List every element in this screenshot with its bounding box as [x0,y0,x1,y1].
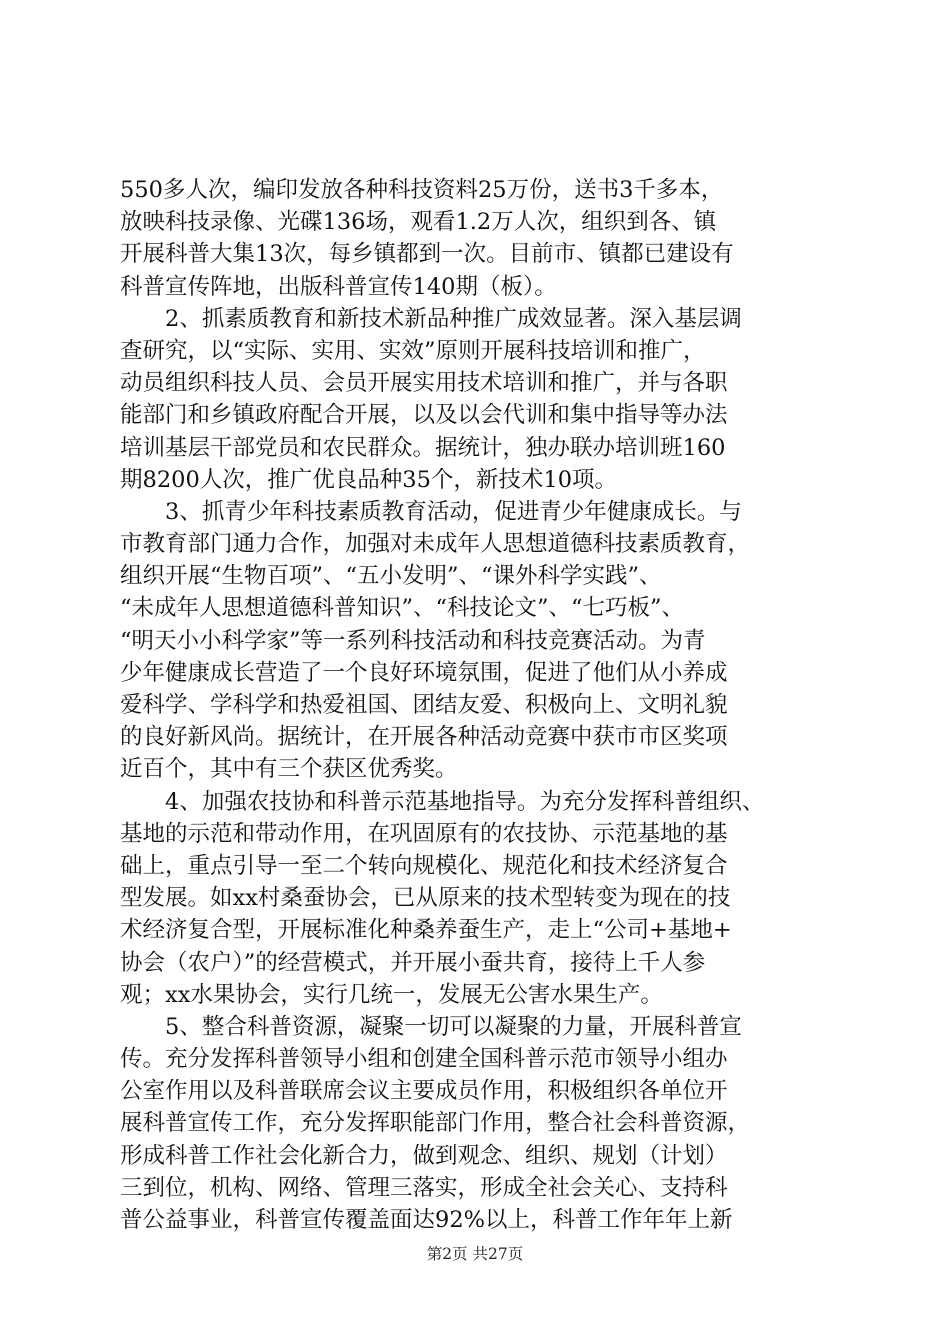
text-line: 公室作用以及科普联席会议主要成员作用，积极组织各单位开 [120,1078,728,1105]
text-line: 传。充分发挥科普领导小组和创建全国科普示范市领导小组办 [120,1046,728,1073]
text-line: 科普宣传阵地，出版科普宣传140期（板）。 [120,273,557,300]
text-line: “明天小小科学家”等一系列科技活动和科技竞赛活动。为青 [120,627,706,654]
text-line: 基地的示范和带动作用，在巩固原有的农技协、示范基地的基 [120,820,728,847]
text-line: 4、加强农技协和科普示范基地指导。为充分发挥科普组织、 [120,788,765,815]
text-line: 能部门和乡镇政府配合开展，以及以会代训和集中指导等办法 [120,402,728,429]
text-line: 术经济复合型，开展标准化种桑养蚕生产，走上“公司+基地+ [120,917,732,944]
text-line: 协会（农户）”的经营模式，并开展小蚕共育，接待上千人参 [120,949,706,976]
text-line: 形成科普工作社会化新合力，做到观念、组织、规划（计划） [120,1142,728,1169]
text-line: 组织开展“生物百项”、“五小发明”、“课外科学实践”、 [120,563,662,590]
text-line: 础上，重点引导一至二个转向规模化、规范化和技术经济复合 [120,852,728,879]
text-line: 5、整合科普资源，凝聚一切可以凝聚的力量，开展科普宣 [120,1013,742,1040]
page-footer: 第2页 共27页 [426,1245,524,1263]
text-line: 型发展。如xx村桑蚕协会，已从原来的技术型转变为现在的技 [120,885,731,912]
text-line: 的良好新风尚。据统计，在开展各种活动竞赛中获市市区奖项 [120,724,728,751]
text-line: 3、抓青少年科技素质教育活动，促进青少年健康成长。与 [120,498,742,525]
text-line: 放映科技录像、光碟136场，观看1.2万人次，组织到各、镇 [120,209,717,236]
text-line: 展科普宣传工作，充分发挥职能部门作用，整合社会科普资源， [120,1110,751,1137]
body-text [120,174,832,1236]
text-line: 查研究，以“实际、实用、实效”原则开展科技培训和推广， [120,337,706,364]
text-line: 少年健康成长营造了一个良好环境氛围，促进了他们从小养成 [120,659,728,686]
text-line: 培训基层干部党员和农民群众。据统计，独办联办培训班160 [120,434,726,461]
text-line: 市教育部门通力合作，加强对未成年人思想道德科技素质教育， [120,531,751,558]
text-line: 动员组织科技人员、会员开展实用技术培训和推广，并与各职 [120,370,728,397]
text-line: 开展科普大集13次，每乡镇都到一次。目前市、镇都已建设有 [120,241,734,268]
text-line: 期8200人次，推广优良品种35个，新技术10项。 [120,466,618,493]
text-line: 普公益事业，科普宣传覆盖面达92%以上，科普工作年年上新 [120,1207,733,1233]
text-line: 550多人次，编印发放各种科技资料25万份，送书3千多本， [120,177,724,203]
text-line: 观；xx水果协会，实行几统一，发展无公害水果生产。 [120,981,663,1008]
text-line: 2、抓素质教育和新技术新品种推广成效显著。深入基层调 [120,305,742,332]
text-line: 近百个，其中有三个获区优秀奖。 [120,756,458,783]
text-line: 爱科学、学科学和热爱祖国、团结友爱、积极向上、文明礼貌 [120,692,728,718]
text-line: 三到位，机构、网络、管理三落实，形成全社会关心、支持科 [120,1174,728,1201]
text-line: “未成年人思想道德科普知识”、“科技论文”、“七巧板”、 [120,595,685,622]
